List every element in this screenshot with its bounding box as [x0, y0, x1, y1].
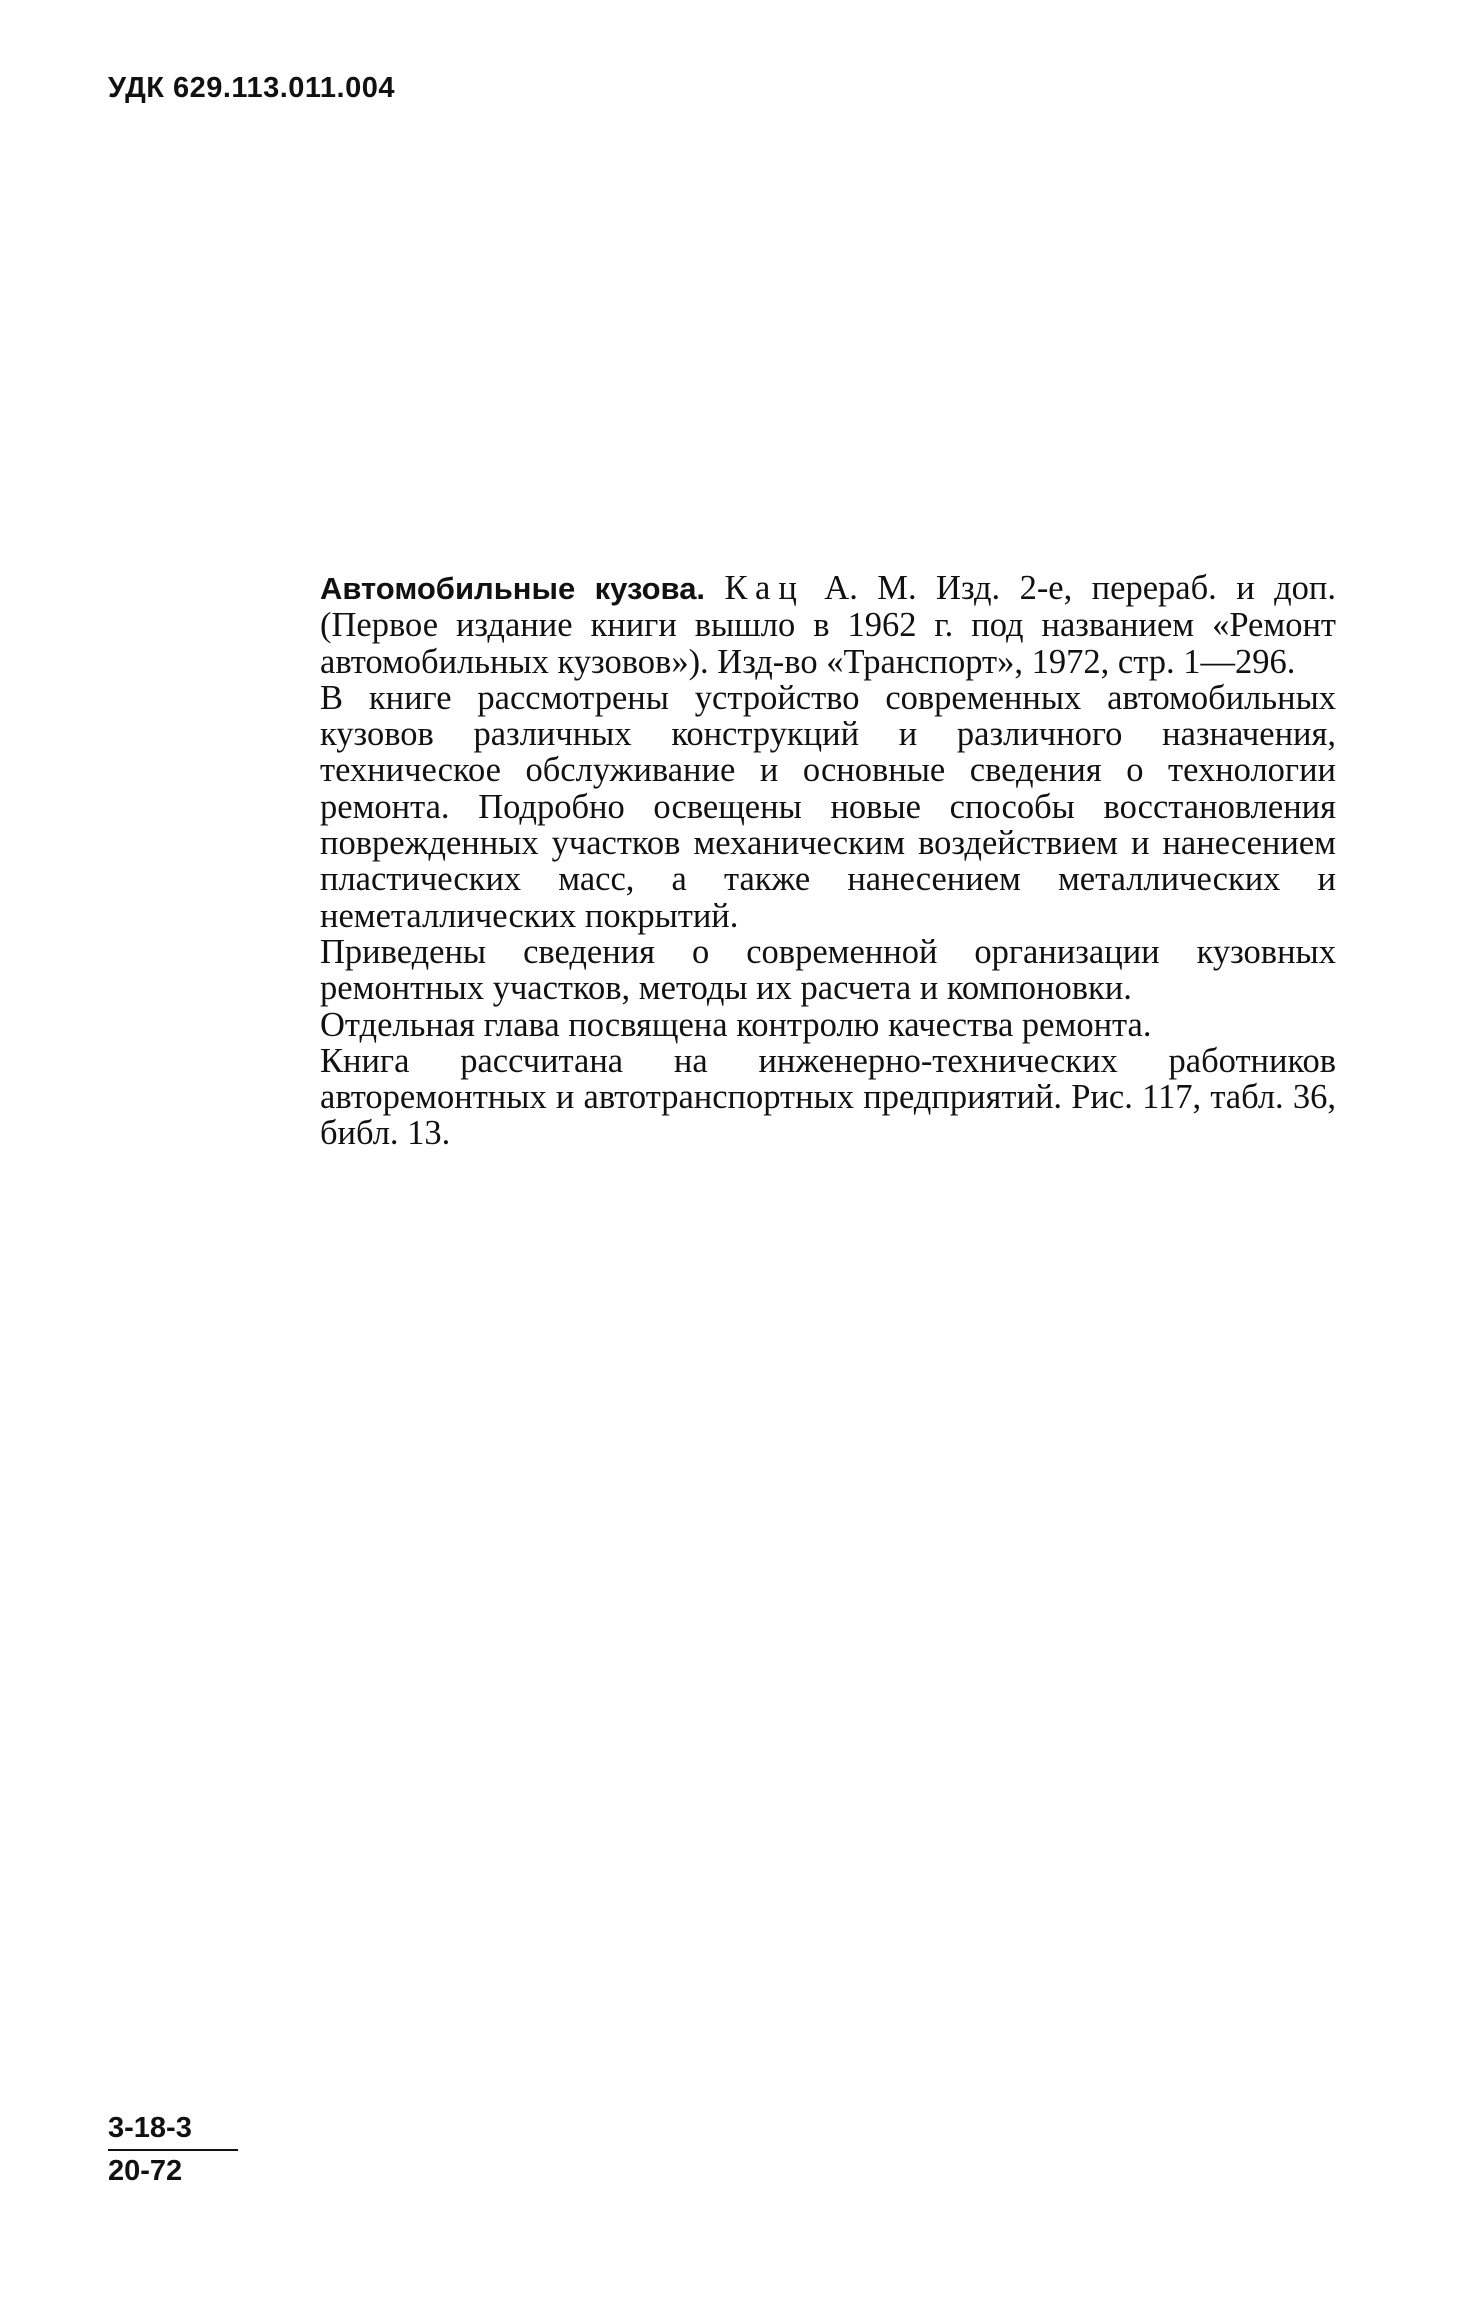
bibliographic-paragraph [320, 570, 1336, 680]
book-title: Автомобильные кузова. [320, 571, 706, 606]
publication-code [108, 2112, 238, 2188]
code-denominator: 20-72 [108, 2155, 183, 2187]
organization-paragraph [320, 934, 1336, 1007]
bibliographic-details: А. М. Изд. 2-е, перераб. и доп. (Первое издание книги вышло в 1962 г. под названием «Ремонт автомобильных кузовов»). Изд-во «Транспорт», 1972, стр. 1—296. [320, 569, 1337, 681]
content-text: В книге рассмотрены устройство современных автомобильных кузовов различных конструкций и различного назначения, техническое обслуживание и основные сведения о технологии ремонта. Подробно освещены новые способы восстановления поврежденных участков механическим воздействием и нанесением пластических масс, а также нанесением металлических и неметаллических покрытий. [320, 678, 1336, 935]
content-paragraph [320, 680, 1336, 934]
quality-paragraph [320, 1007, 1336, 1043]
organization-text: Приведены сведения о современной организации кузовных ремонтных участков, методы их расчета и компоновки. [320, 932, 1336, 1008]
quality-text: Отдельная глава посвящена контролю качества ремонта. [320, 1005, 1152, 1044]
annotation-block [320, 570, 1336, 1152]
udk-code: УДК 629.113.011.004 [108, 72, 395, 104]
code-numerator: 3-18-3 [108, 2112, 238, 2151]
audience-text: Книга рассчитана на инженерно-технических работников авторемонтных и автотранспортных предприятий. Рис. 117, табл. 36, библ. 13. [320, 1041, 1336, 1153]
book-author: Кац [724, 569, 805, 607]
audience-paragraph [320, 1043, 1336, 1152]
